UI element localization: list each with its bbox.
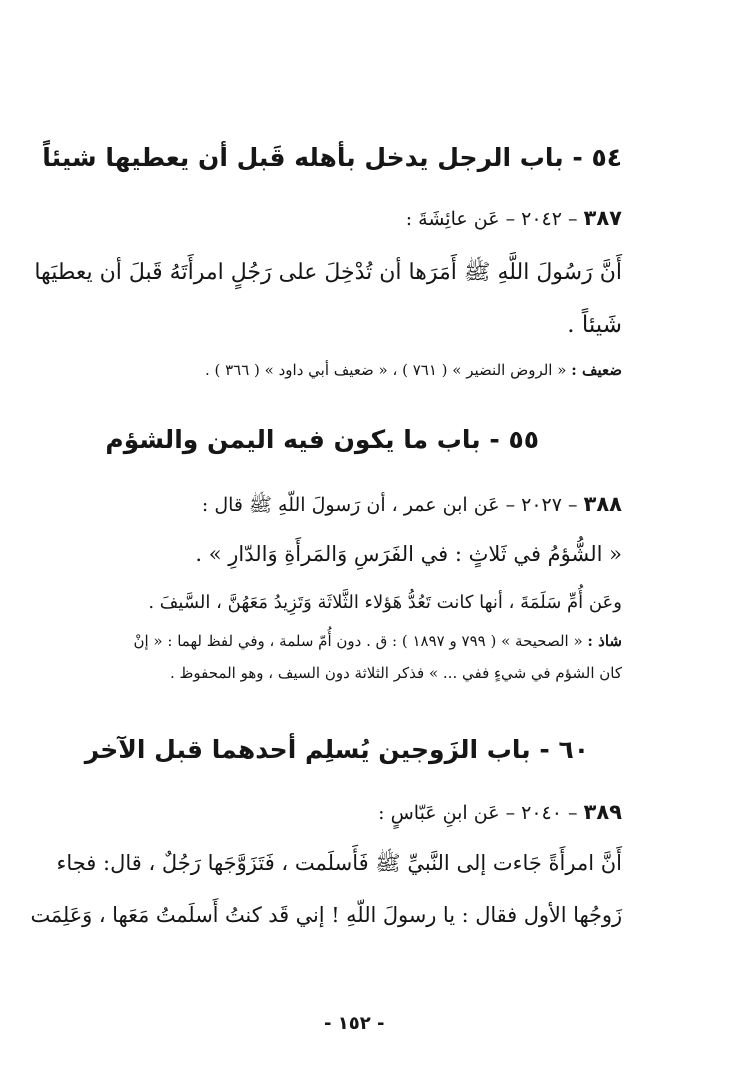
hadith-text-line: وعَن أُمِّ سَلَمَةَ ، أنها كانت تَعُدُّ هَؤلاء الثَّلاثَة وَتَزِيدُ مَعَهُنَّ ، السَّيفَ .: [148, 592, 622, 613]
hadith-number: ٣٨٨: [583, 492, 622, 516]
hadith-dash: –: [561, 208, 584, 230]
hadith-number: ٣٨٧: [583, 206, 622, 230]
grade-sources: « الصحيحة » ( ٧٩٩ و ١٨٩٧ ) : ق . دون أُمّ سلمة ، وفي لفظ لهما : « إنْ: [133, 632, 588, 650]
section-heading-60: ٦٠ - باب الزَوجين يُسلِم أحدهما قبل الآخر: [84, 735, 589, 764]
hadith-text-line: « الشُّؤمُ في ثَلاثٍ : في الفَرَسِ وَالمَرأَةِ وَالدّارِ » .: [195, 542, 622, 566]
grade-sources: « الروض النضير » ( ٧٦١ ) ، « ضعيف أبي داود » ( ٣٦٦ ) .: [204, 361, 572, 379]
hadith-grading-note: [205, 361, 622, 379]
section-heading-55: ٥٥ - باب ما يكون فيه اليمن والشؤم: [105, 425, 539, 454]
hadith-dash: –: [561, 494, 584, 516]
page-number: - ١٥٢ -: [324, 1013, 385, 1034]
hadith-reference: ٢٠٤٢ – عَن عائِشَةَ :: [405, 208, 562, 230]
hadith-text-line: أَنَّ امرأَةً جَاءت إلى النَّبيِّ ﷺ فَأَسلَمت ، فَتَزَوَّجَها رَجُلٌ ، قال: فجاء: [56, 851, 622, 875]
hadith-header-389: [378, 800, 622, 824]
grade-label: ضعيف :: [571, 361, 622, 379]
hadith-text-line: شَيئاً .: [567, 312, 622, 338]
hadith-header-388: [202, 492, 622, 521]
hadith-number: ٣٨٩: [583, 800, 622, 824]
grade-label: شاذ :: [587, 632, 622, 650]
hadith-grading-note: [133, 632, 622, 650]
hadith-text-line: أَنَّ رَسُولَ اللَّهِ ﷺ أَمَرَها أن تُدْخِلَ على رَجُلٍ امرأَتَهُ قَبلَ أن يعطيَها: [34, 260, 622, 285]
hadith-header-387: [406, 206, 622, 230]
hadith-dash: –: [561, 802, 584, 824]
hadith-grading-note-continued: كان الشؤم في شيءٍ ففي ... » فذكر الثلاثة دون السيف ، وهو المحفوظ .: [170, 664, 622, 682]
hadith-reference: ٢٠٢٧ – عَن ابن عمر ، أن رَسولَ اللّهِ ﷺ قال :: [201, 494, 562, 516]
section-heading-54: ٥٤ - باب الرجل يدخل بأهله قَبل أن يعطيها شيئاً: [42, 143, 622, 172]
hadith-reference: ٢٠٤٠ – عَن ابنِ عَبّاسٍ :: [378, 802, 562, 824]
hadith-text-line: زَوجُها الأول فقال : يا رسولَ اللّهِ ! إني قَد كنتُ أَسلَمتُ مَعَها ، وَعَلِمَت: [30, 903, 622, 927]
